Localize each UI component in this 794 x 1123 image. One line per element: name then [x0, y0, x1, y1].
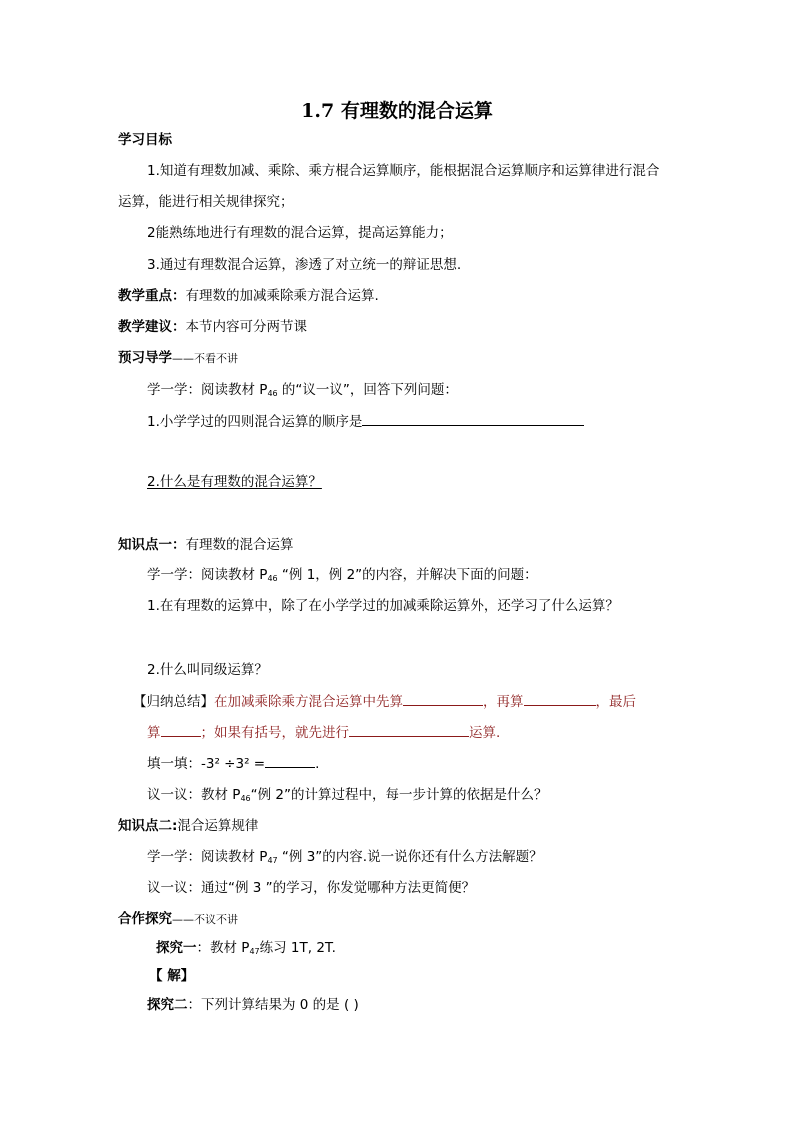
- preview-question-2: 2.什么是有理数的混合运算？: [147, 474, 322, 490]
- page-subscript: 47: [267, 856, 278, 865]
- explore-1: [156, 939, 336, 961]
- coop-label: 合作探究: [118, 911, 172, 927]
- summary-blank-4[interactable]: [349, 723, 469, 737]
- kp1-question-1: 1.在有理数的运算中，除了在小学学过的加减乘除运算外，还学习了什么运算？: [147, 598, 619, 614]
- kp2-text: 混合运算规律: [177, 818, 259, 834]
- preview-read-text: 学一学：阅读教材 P: [147, 382, 268, 398]
- explore-1-text: ：教材 P: [196, 940, 250, 956]
- summary-text: ，再算: [483, 694, 524, 710]
- goal-3: 3.通过有理数混合运算，渗透了对立统一的辩证思想.: [147, 257, 462, 273]
- coop-heading: [118, 910, 238, 929]
- kp1-read: [147, 566, 538, 588]
- preview-heading: [118, 349, 238, 368]
- kp1-read-text-2: “例 1，例 2”的内容，并解决下面的问题：: [277, 567, 538, 583]
- page-subscript: 46: [267, 389, 278, 398]
- summary-line-2: [147, 723, 500, 742]
- kp2-read-text: 学一学：阅读教材 P: [147, 849, 268, 865]
- explore-1-text-2: 练习 1T, 2T.: [259, 940, 336, 956]
- kp2-read-text-2: “例 3”的内容.说一说你还有什么方法解题？: [277, 849, 543, 865]
- summary-text: ；如果有括号，就先进行: [200, 725, 349, 741]
- fill-in-blank[interactable]: [265, 754, 315, 768]
- key-point-label: 教学重点：: [118, 288, 186, 304]
- kp2-label: 知识点二:: [118, 818, 178, 834]
- coop-suffix: ——不议不讲: [172, 913, 238, 926]
- knowledge-point-2: [118, 817, 258, 835]
- explore-2: [147, 996, 359, 1014]
- kp2-read: [147, 848, 543, 870]
- preview-label: 预习导学: [118, 350, 172, 366]
- kp1-discuss-text: 议一议：教材 P: [147, 787, 241, 803]
- goal-2: 2能熟练地进行有理数的混合运算，提高运算能力；: [147, 225, 453, 241]
- kp1-text: 有理数的混合运算: [185, 537, 294, 553]
- summary-text: ，最后: [595, 694, 636, 710]
- goal-1-line-1: 1.知道有理数加减、乘除、乘方棍合运算顺序，能根据混合运算顺序和运算律进行混合: [147, 163, 660, 179]
- preview-read-text-2: 的“议一议”，回答下列问题：: [277, 382, 458, 398]
- preview-suffix: ——不看不讲: [172, 352, 238, 365]
- kp1-discuss-text-2: “例 2”的计算过程中，每一步计算的依据是什么？: [250, 787, 548, 803]
- summary-line-1: [133, 692, 636, 711]
- explore-1-label: 探究一: [156, 940, 197, 956]
- knowledge-point-1: [118, 536, 294, 554]
- summary-blank-1[interactable]: [403, 692, 483, 706]
- page-subscript: 46: [240, 794, 251, 803]
- preview-question-1: [147, 412, 584, 431]
- summary-blank-2[interactable]: [524, 692, 596, 706]
- explore-2-text: ：下列计算结果为 0 的是 ( ): [187, 997, 359, 1013]
- page-subscript: 46: [267, 574, 278, 583]
- preview-read: [147, 381, 458, 403]
- suggestion-label: 教学建议：: [118, 319, 186, 335]
- answer-blank[interactable]: [362, 412, 584, 426]
- fill-in: [147, 754, 319, 773]
- kp1-read-text: 学一学：阅读教材 P: [147, 567, 268, 583]
- summary-label: 【归纳总结】: [133, 694, 214, 710]
- summary-text: 算: [147, 725, 161, 741]
- solution-label: 【 解】: [149, 968, 195, 984]
- preview-question-1-text: 1.小学学过的四则混合运算的顺序是: [147, 414, 363, 430]
- kp1-discuss: [147, 786, 548, 808]
- explore-2-label: 探究二: [147, 997, 188, 1013]
- key-point: [118, 287, 379, 305]
- fill-in-expression: 填一填：-3² ÷3² =: [147, 756, 266, 772]
- kp2-discuss: 议一议：通过“例 3 ”的学习，你发觉哪种方法更简便？: [147, 880, 476, 896]
- kp1-question-2: 2.什么叫同级运算？: [147, 662, 268, 678]
- teaching-suggestion: [118, 318, 307, 336]
- key-point-text: 有理数的加减乘除乘方混合运算.: [185, 288, 379, 304]
- kp1-label: 知识点一：: [118, 537, 186, 553]
- goals-heading: 学习目标: [118, 132, 172, 148]
- fill-in-period: .: [315, 756, 320, 772]
- summary-text: 运算.: [469, 725, 501, 741]
- page-title: 1.7 有理数的混合运算: [301, 100, 493, 122]
- summary-text: 在加减乘除乘方混合运算中先算: [214, 694, 403, 710]
- suggestion-text: 本节内容可分两节课: [185, 319, 307, 335]
- summary-blank-3[interactable]: [161, 723, 201, 737]
- page-subscript: 47: [249, 947, 260, 956]
- goal-1-line-2: 运算，能进行相关规律探究；: [118, 194, 294, 210]
